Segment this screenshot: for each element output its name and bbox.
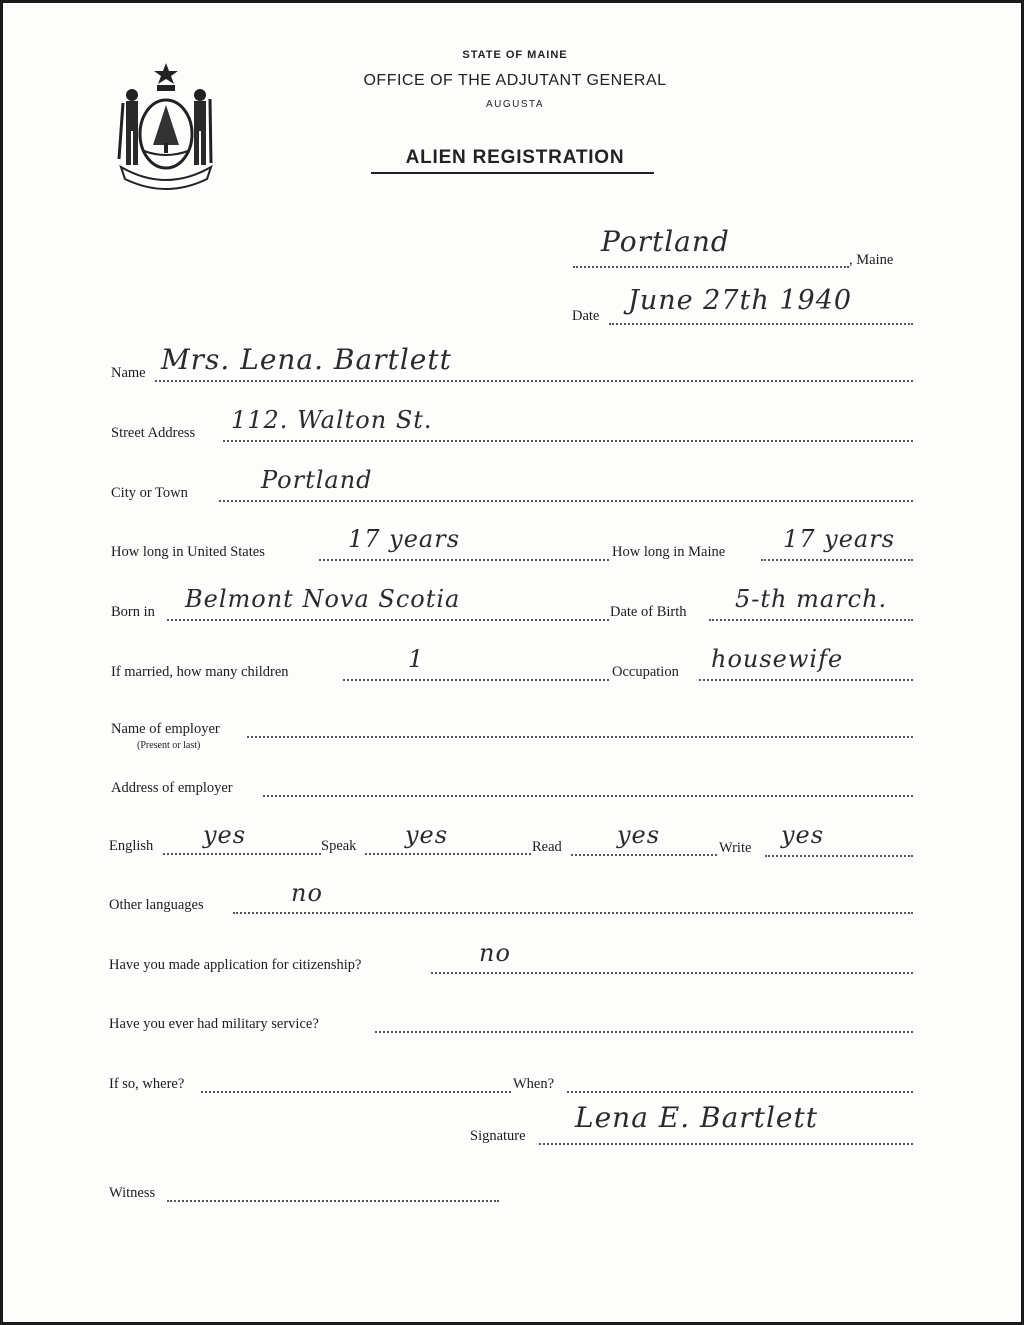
occupation-label: Occupation xyxy=(612,664,679,680)
dob-value: 5-th march. xyxy=(735,585,888,613)
street-label: Street Address xyxy=(111,425,196,441)
citizenship-label: Have you made application for citizenship? xyxy=(109,957,362,973)
where-line xyxy=(201,1091,511,1093)
city-line xyxy=(219,500,913,502)
born-value: Belmont Nova Scotia xyxy=(185,585,461,613)
us-label: How long in United States xyxy=(111,544,265,560)
employer-sublabel: (Present or last) xyxy=(137,740,201,751)
military-line xyxy=(375,1031,913,1033)
write-label: Write xyxy=(719,840,752,856)
read-value: yes xyxy=(617,821,661,849)
citizenship-value: no xyxy=(479,939,511,967)
dob-label: Date of Birth xyxy=(610,604,687,620)
english-value: yes xyxy=(203,821,247,849)
maine-duration-label: How long in Maine xyxy=(612,544,726,560)
when-label: When? xyxy=(513,1076,555,1092)
street-line xyxy=(223,440,913,442)
other-languages-line xyxy=(233,912,913,914)
place-line xyxy=(573,266,849,268)
other-languages-label: Other languages xyxy=(109,897,204,913)
occupation-line xyxy=(699,679,913,681)
street-value: 112. Walton St. xyxy=(231,406,433,434)
employer-label: Name of employer xyxy=(111,721,220,737)
office-heading: OFFICE OF THE ADJUTANT GENERAL xyxy=(363,72,667,89)
speak-label: Speak xyxy=(321,838,357,854)
date-line xyxy=(609,323,913,325)
form-title: ALIEN REGISTRATION xyxy=(405,147,625,168)
children-label: If married, how many children xyxy=(111,664,289,680)
city-label: City or Town xyxy=(111,485,188,501)
title-underline xyxy=(371,172,654,174)
born-line xyxy=(167,619,609,621)
write-value: yes xyxy=(781,821,825,849)
place-value: Portland xyxy=(601,225,730,258)
state-heading: STATE OF MAINE xyxy=(462,49,568,61)
date-value: June 27th 1940 xyxy=(628,285,853,316)
other-languages-value: no xyxy=(291,879,323,907)
when-line xyxy=(567,1091,913,1093)
read-label: Read xyxy=(532,839,562,855)
speak-line xyxy=(365,853,531,855)
write-line xyxy=(765,855,913,857)
city-heading: AUGUSTA xyxy=(485,99,545,110)
english-label: English xyxy=(109,838,154,854)
employer-line xyxy=(247,736,913,738)
us-value: 17 years xyxy=(348,525,461,553)
where-label: If so, where? xyxy=(109,1076,185,1092)
signature-label: Signature xyxy=(470,1128,526,1144)
us-line xyxy=(319,559,609,561)
military-label: Have you ever had military service? xyxy=(109,1016,319,1032)
name-label: Name xyxy=(111,365,146,381)
english-line xyxy=(163,853,321,855)
signature-line xyxy=(539,1143,913,1145)
children-line xyxy=(343,679,609,681)
citizenship-line xyxy=(431,972,913,974)
occupation-value: housewife xyxy=(711,645,844,673)
name-value: Mrs. Lena. Bartlett xyxy=(161,343,452,376)
born-label: Born in xyxy=(111,604,155,620)
maine-duration-value: 17 years xyxy=(783,525,896,553)
employer-address-label: Address of employer xyxy=(111,780,233,796)
city-value: Portland xyxy=(261,466,373,494)
employer-address-line xyxy=(263,795,913,797)
dob-line xyxy=(709,619,913,621)
maine-label: , Maine xyxy=(849,252,894,268)
name-line xyxy=(155,380,913,382)
signature-value: Lena E. Bartlett xyxy=(575,1101,818,1134)
witness-line xyxy=(167,1200,499,1202)
children-value: 1 xyxy=(408,645,425,673)
witness-label: Witness xyxy=(109,1185,156,1201)
read-line xyxy=(571,854,717,856)
speak-value: yes xyxy=(405,821,449,849)
date-label: Date xyxy=(572,308,600,324)
maine-duration-line xyxy=(761,559,913,561)
